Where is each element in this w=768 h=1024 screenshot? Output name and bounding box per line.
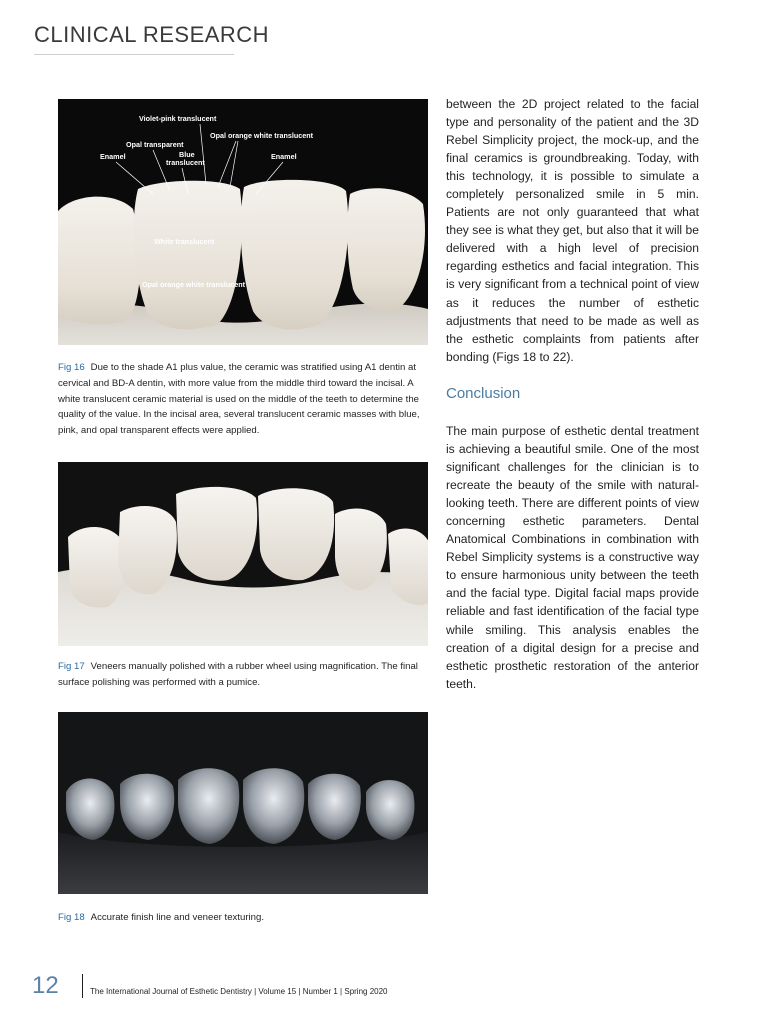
label-white-translucent: White translucent xyxy=(154,237,215,246)
page-number: 12 xyxy=(32,972,59,999)
section-header: CLINICAL RESEARCH xyxy=(34,22,270,47)
label-opal-orange-bottom: Opal orange white translucent xyxy=(142,280,246,289)
conclusion-heading: Conclusion xyxy=(446,385,521,402)
fig16-caption-text: Due to the shade A1 plus value, the ceramic was stratified using A1 dentin at cervical and BD-A dentin, with more value from the middle third toward the incisal. A white translucent ceramic material is used on the middle of the teeth to determine the quality of the value. In the incisal area, several translucent ceramic masses with blue, pink, and opal transparent effects were applied. xyxy=(58,362,420,437)
journal-citation: The International Journal of Esthetic Dentistry | Volume 15 | Number 1 | Spring 2020 xyxy=(90,987,388,996)
fig17-illustration xyxy=(58,462,428,646)
label-enamel-right: Enamel xyxy=(271,152,297,161)
header-divider xyxy=(34,54,234,55)
fig16-caption-label: Fig 16 xyxy=(58,362,85,373)
label-opal-transparent: Opal transparent xyxy=(126,140,184,149)
body-paragraph-1: between the 2D project related to the facial type and personality of the patient and the 3D Rebel Simplicity project, the mock-up, and the final ceramics is groundbreaking. Today, with this technology, it is possible to simulate a completely personalized smile in 5 min. Patients are not only guaranteed that what they see is what they get, but also that it will be delivered with a high level of precision regarding esthetics and facial integration. This is very significant from a technical point of view as it reduces the number of esthetic adjustments that need to be made as well as the esthetic complaints from patients after bonding (Figs 18 to 22). xyxy=(446,97,699,364)
fig18-caption-text: Accurate finish line and veneer texturing. xyxy=(90,912,264,923)
label-enamel-left: Enamel xyxy=(100,152,126,161)
label-blue-translucent: translucent xyxy=(166,158,205,167)
fig17-caption xyxy=(58,659,430,691)
body-paragraph-2: The main purpose of esthetic dental treatment is achieving a beautiful smile. One of the most significant challenges for the clinician is to recreate the beauty of the smile with natural-looking teeth. There are different points of view concerning esthetic parameters. Dental Anatomical Combinations in combination with Rebel Simplicity systems is a constructive way to ensure harmonious unity between the teeth and the facial type. Digital facial maps provide reliable and fast identification of the facial type while smiling. This analysis enables the creation of a digital design for a precise and esthetic prosthetic restoration of the anterior teeth. xyxy=(446,424,699,691)
label-opal-orange-top: Opal orange white translucent xyxy=(210,131,314,140)
fig16-caption xyxy=(58,360,430,439)
fig16-illustration xyxy=(58,99,428,345)
fig18-illustration xyxy=(58,712,428,894)
fig16-photo xyxy=(58,99,428,345)
footer-divider xyxy=(82,974,83,998)
label-blue: Blue xyxy=(179,150,195,159)
fig18-caption-label: Fig 18 xyxy=(58,912,85,923)
fig18-photo xyxy=(58,712,428,894)
label-violet-pink: Violet-pink translucent xyxy=(139,114,217,123)
fig17-photo xyxy=(58,462,428,646)
fig18-caption xyxy=(58,910,430,926)
fig17-caption-text: Veneers manually polished with a rubber wheel using magnification. The final surface polishing was performed with a pumice. xyxy=(58,661,418,688)
fig17-caption-label: Fig 17 xyxy=(58,661,85,672)
